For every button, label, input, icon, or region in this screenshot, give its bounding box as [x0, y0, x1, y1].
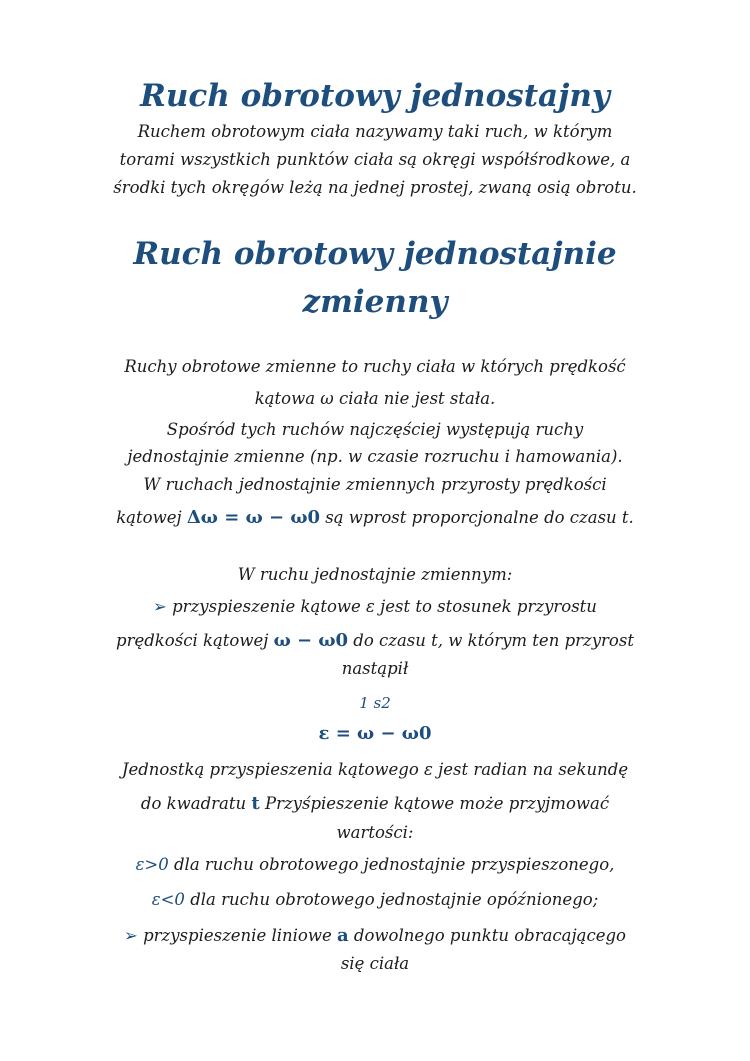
formula-epsilon-negative: ε<0	[151, 890, 185, 909]
variable-motion-line-3: Spośród tych ruchów najczęściej występują ruchy	[166, 420, 584, 439]
positive-acceleration-line	[0, 854, 750, 876]
formula-omega-difference: ω − ω0	[273, 630, 349, 651]
text-fragment: przyspieszenie kątowe ε jest to stosunek przyrostu	[172, 597, 597, 616]
text-fragment: do czasu t, w którym ten przyrost	[353, 631, 634, 650]
formula-epsilon-positive: ε>0	[135, 855, 169, 874]
bullet-linear-acceleration	[0, 925, 750, 947]
text-fragment: prędkości kątowej	[116, 631, 269, 650]
text-fragment: dla ruchu obrotowego jednostajnie opóźnionego;	[190, 890, 599, 909]
linear-acceleration-line-2: się ciała	[340, 954, 410, 973]
heading-variable-rotation-line-2: zmienny	[302, 284, 448, 320]
paragraph-definition-line-3: środki tych okręgów leżą na jednej prostej, zwaną osią obrotu.	[113, 178, 637, 197]
variable-motion-line-6	[0, 507, 750, 529]
paragraph-definition-line-2: torami wszystkich punktów ciała są okręgi współśrodkowe, a	[119, 150, 631, 169]
formula-unit-fragment: 1 s2	[359, 694, 391, 712]
formula-epsilon-text: ε = ω − ω0	[318, 723, 432, 744]
variable-motion-line-1: Ruchy obrotowe zmienne to ruchy ciała w których prędkość	[124, 357, 626, 376]
text-fragment: do kwadratu	[140, 794, 247, 813]
angular-acceleration-line-3: nastąpił	[341, 659, 409, 678]
bullet-angular-acceleration	[0, 596, 750, 618]
heading-uniform-rotation: Ruch obrotowy jednostajny	[140, 78, 610, 114]
paragraph-definition-line-1: Ruchem obrotowym ciała nazywamy taki ruch, w którym	[137, 122, 613, 141]
unit-line-2	[0, 793, 750, 815]
formula-a: a	[337, 925, 349, 946]
formula-t: t	[251, 793, 260, 814]
arrow-bullet-icon: ➢	[153, 597, 167, 616]
unit-line-3: wartości:	[336, 823, 414, 842]
text-fragment: dowolnego punktu obracającego	[353, 926, 626, 945]
text-fragment: przyspieszenie liniowe	[143, 926, 332, 945]
text-fragment: są wprost proporcjonalne do czasu t.	[325, 508, 634, 527]
unit-line-1: Jednostką przyspieszenia kątowego ε jest radian na sekundę	[121, 760, 629, 779]
negative-acceleration-line	[0, 889, 750, 911]
variable-motion-line-4: jednostajnie zmienne (np. w czasie rozruchu i hamowania).	[127, 447, 623, 466]
text-fragment: Przyśpieszenie kątowe może przyjmować	[264, 794, 610, 813]
angular-acceleration-line-2	[0, 630, 750, 652]
text-fragment: dla ruchu obrotowego jednostajnie przyspieszonego,	[174, 855, 615, 874]
uniform-variable-intro: W ruchu jednostajnie zmiennym:	[237, 565, 513, 584]
variable-motion-line-2: kątowa ω ciała nie jest stała.	[254, 389, 496, 408]
variable-motion-line-5: W ruchach jednostajnie zmiennych przyrosty prędkości	[143, 475, 607, 494]
heading-variable-rotation-line-1: Ruch obrotowy jednostajnie	[133, 236, 617, 272]
formula-delta-omega: Δω = ω − ω0	[186, 507, 320, 528]
formula-epsilon	[0, 723, 750, 745]
arrow-bullet-icon: ➢	[124, 926, 138, 945]
text-fragment: kątowej	[116, 508, 182, 527]
